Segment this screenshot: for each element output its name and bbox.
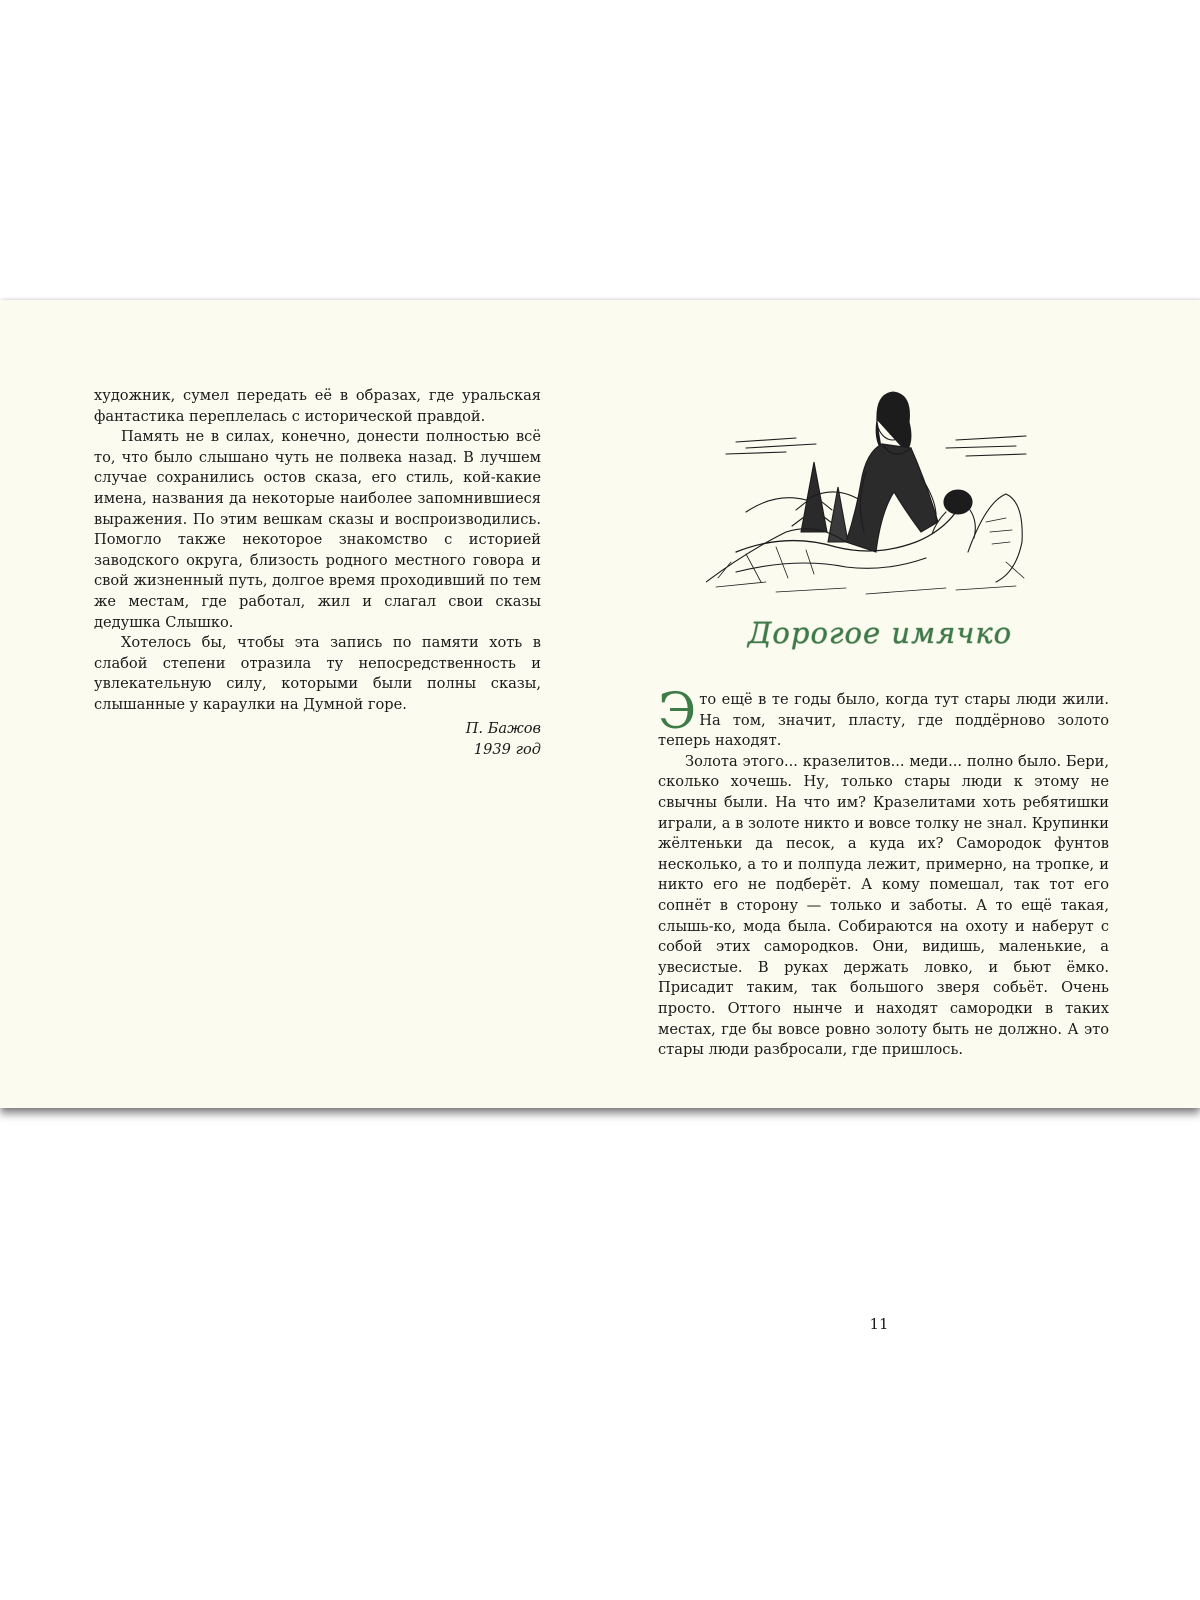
paragraph: Золота этого... кразелитов... меди... полно было. Бери, сколько хочешь. Ну, только стары люди к этому не свычны были. На что им? Кразелитами хоть ребятишки играли, а в золоте никто и вовсе толку не знал. Крупинки жёлтеньки да песок, а куда их? Самородок фунтов несколько, а то и полпуда лежит, примерно, на тропке, и никто его не подберёт. А кому помешал, так тот его сопнёт в сторону — только и заботы. А то ещё такая, слышь-ко, мода была. Собираются на охоту и наберут с собой этих самородков. Они, видишь, маленькие, а увесистые. В руках держать ловко, и бьют ёмко. Присадит таким, так большого зверя собьёт. Очень просто. Оттого нынче и находят самородки в таких местах, где бы вовсе ровно золоту быть не должно. А это стары люди разбросали, где пришлось. bbox=[658, 752, 1109, 1059]
left-page-text bbox=[94, 386, 541, 760]
book-spread bbox=[0, 300, 1200, 1333]
paragraph: Память не в силах, конечно, донести полностью всё то, что было слышано чуть не полвека назад. В лучшем случае сохранились остов сказа, его стиль, кой-какие имена, названия да некоторые наиболее запомнившиеся выражения. По этим вешкам сказы и воспроизводились. Помогло также некоторое знакомство с историей заводского округа, близость родного местного говора и свой жизненный путь, долгое время проходивший по тем же местам, где работал, жил и слагал свои сказы дедушка Слышко. bbox=[94, 428, 541, 631]
chapter-illustration bbox=[706, 382, 1036, 598]
first-paragraph-text: то ещё в те годы было, когда тут стары люди жили. На том, значит, пласту, где поддёрново золото теперь находят. bbox=[658, 691, 1109, 750]
signature-name: П. Бажов bbox=[465, 719, 541, 737]
paragraph: художник, сумел передать её в образах, где уральская фантастика переплелась с исторической правдой. bbox=[94, 387, 541, 425]
signature-year: 1939 год bbox=[473, 740, 541, 758]
paragraph: Хотелось бы, чтобы эта запись по памяти хоть в слабой степени отразила ту непосредственность и увлекательную силу, которыми были полны сказы, слышанные у караулки на Думной горе. bbox=[94, 634, 541, 713]
first-paragraph bbox=[658, 682, 1109, 752]
chapter-title: Дорогое имячко bbox=[747, 616, 1013, 650]
page-number: 11 bbox=[869, 1315, 889, 1333]
right-page-text bbox=[658, 682, 1109, 1061]
drop-cap: Э bbox=[658, 682, 697, 740]
author-signature bbox=[94, 718, 541, 760]
